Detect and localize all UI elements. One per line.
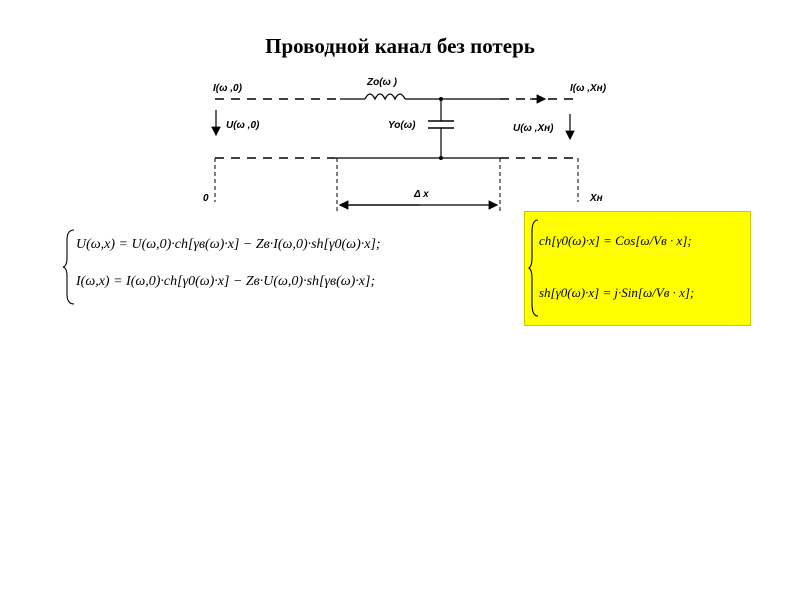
- equation-line-1: U(ω,x) = U(ω,0)·ch[γв(ω)·x] − Zв·I(ω,0)·sh[γ0(ω)·x];: [76, 237, 381, 252]
- equation-line-2: I(ω,x) = I(ω,0)·ch[γ0(ω)·x] − Zв·U(ω,0)·sh[γв(ω)·x];: [76, 274, 376, 289]
- label-admittance: Yo(ω): [388, 120, 416, 131]
- label-impedance: Zo(ω ): [367, 77, 397, 88]
- label-length: Xн: [590, 193, 603, 204]
- page-title: Проводной канал без потерь: [265, 34, 535, 58]
- label-voltage-in: U(ω ,0): [226, 120, 260, 131]
- label-current-out: I(ω ,Xн): [570, 83, 607, 94]
- highlight-line-2: sh[γ0(ω)·x] = j·Sin[ω/Vв · x];: [539, 285, 695, 300]
- inductor-coil: [365, 94, 405, 99]
- label-delta: Δ x: [414, 189, 429, 200]
- label-current-in: I(ω ,0): [213, 83, 242, 94]
- equation-system: [62, 228, 502, 306]
- equation-brace: [62, 228, 76, 306]
- highlight-line-1: ch[γ0(ω)·x] = Cos[ω/Vв · x];: [539, 233, 692, 248]
- label-origin: 0: [203, 193, 209, 204]
- highlight-box: [524, 211, 751, 326]
- label-voltage-out: U(ω ,Xн): [513, 123, 554, 134]
